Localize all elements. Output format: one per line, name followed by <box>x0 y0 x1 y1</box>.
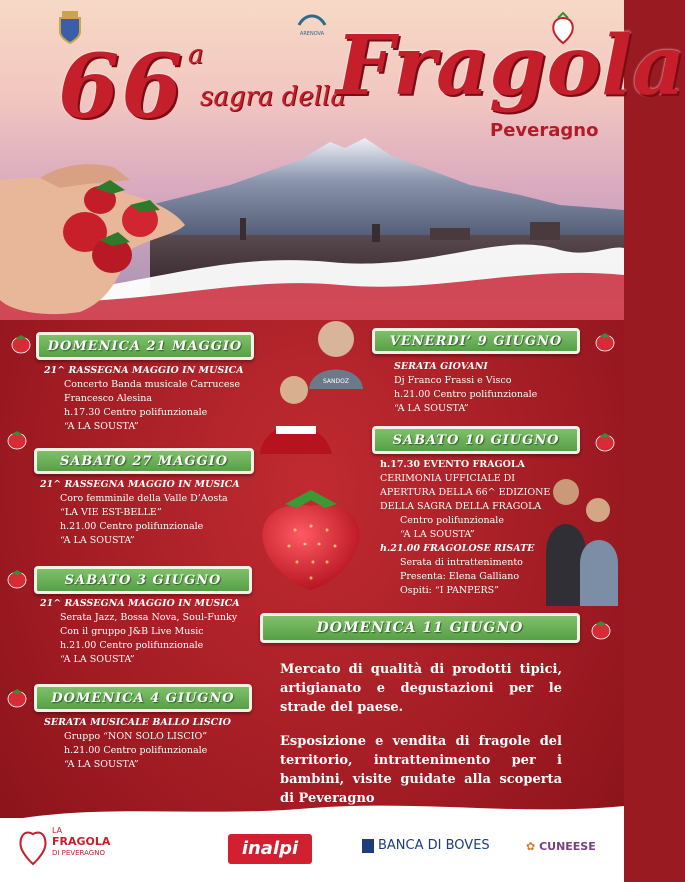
date-label: DOMENICA 11 GIUGNO <box>316 620 524 636</box>
event-line: “A LA SOUSTA” <box>60 654 135 665</box>
event-line: h.21.00 Centro polifunzionale <box>60 640 204 651</box>
date-label: SABATO 3 GIUGNO <box>64 572 222 588</box>
event-line: h.21.00 Centro polifunzionale <box>64 745 208 756</box>
strawberry-icon <box>6 567 28 589</box>
footer-wave <box>0 798 624 822</box>
sunday-paragraph-2: Esposizione e vendita di fragole del territorio, intrattenimento per i bambini, visite guidate alla scoperta di Peveragno <box>280 734 562 806</box>
date-label: DOMENICA 21 MAGGIO <box>47 338 243 354</box>
arenova-logo-icon <box>297 13 327 27</box>
date-label: VENERDI’ 9 GIUGNO <box>389 333 563 349</box>
date-pill-3-giugno <box>34 566 252 594</box>
event-line: Coro femminile della Valle D’Aosta <box>60 493 228 504</box>
date-pill-4-giugno <box>34 684 252 712</box>
banca-di-boves-logo <box>362 838 490 853</box>
event-line: Serata Jazz, Bossa Nova, Soul-Funky <box>60 612 238 623</box>
event-line: h.21.00 Centro polifunzionale <box>60 521 204 532</box>
event-line: “LA VIE EST-BELLE” <box>60 507 162 518</box>
event-line: 21^ RASSEGNA MAGGIO IN MUSICA <box>40 479 240 490</box>
event-line: Concerto Banda musicale Carrucese <box>64 379 240 390</box>
strawberry-icon <box>10 332 32 354</box>
sunday-paragraph-1: Mercato di qualità di prodotti tipici, artigianato e degustazioni per le strade del paese. <box>280 662 562 715</box>
event-line: 21^ RASSEGNA MAGGIO IN MUSICA <box>40 598 240 609</box>
edition-number: 66 <box>58 34 185 138</box>
flower-icon: ✿ <box>526 840 536 853</box>
event-line: SERATA GIOVANI <box>394 361 488 372</box>
title-main: Fragola <box>336 18 685 114</box>
logo1-line3: DI PEVERAGNO <box>52 849 105 857</box>
date-label: DOMENICA 4 GIUGNO <box>51 690 235 706</box>
title-middle: sagra della <box>200 82 346 112</box>
date-pill-21-maggio <box>36 332 254 360</box>
event-line: Presenta: Elena Galliano <box>400 571 520 582</box>
event-line: h.17.30 EVENTO FRAGOLA <box>380 459 525 470</box>
event-line: Dj Franco Frassi e Visco <box>394 375 512 386</box>
date-pill-27-maggio <box>34 448 254 474</box>
strawberry-icon <box>594 430 616 452</box>
date-pill-9-giugno <box>372 328 580 354</box>
event-line: “A LA SOUSTA” <box>394 403 469 414</box>
event-line: h.21.00 FRAGOLOSE RISATE <box>380 543 535 554</box>
hero-banner <box>0 0 685 330</box>
edition-superscript: a <box>188 40 204 70</box>
strawberry-icon <box>6 428 28 450</box>
sponsor-footer <box>0 818 624 882</box>
event-line: “A LA SOUSTA” <box>60 535 135 546</box>
date-label: SABATO 27 MAGGIO <box>59 453 229 469</box>
event-line: Francesco Alesina <box>64 393 153 404</box>
event-line: h.21.00 Centro polifunzionale <box>394 389 538 400</box>
date-pill-10-giugno <box>372 426 580 454</box>
event-line: 21^ RASSEGNA MAGGIO IN MUSICA <box>44 365 244 376</box>
cuneese-name: CUNEESE <box>539 840 596 853</box>
banca-name: BANCA DI BOVES <box>378 838 490 853</box>
event-block-4-giugno <box>44 716 284 772</box>
title-town: Peveragno <box>490 120 599 141</box>
event-block-21-maggio <box>44 364 284 434</box>
event-line: Serata di intrattenimento <box>400 557 523 568</box>
arenova-logo <box>290 12 334 37</box>
event-line: CERIMONIA UFFICIALE DI <box>380 473 516 484</box>
event-line: Con il gruppo J&B Live Music <box>60 626 204 637</box>
event-block-10-giugno <box>380 458 560 598</box>
arenova-logo-text: ARENOVA <box>299 31 325 37</box>
banca-mark-icon <box>362 839 374 853</box>
event-line: “A LA SOUSTA” <box>64 421 139 432</box>
event-line: h.17.30 Centro polifunzionale <box>64 407 208 418</box>
inalpi-logo: inalpi <box>228 834 312 864</box>
date-label: SABATO 10 GIUGNO <box>392 432 560 448</box>
logo1-line2: FRAGOLA <box>52 835 111 848</box>
strawberry-icon <box>590 618 612 640</box>
event-line: “A LA SOUSTA” <box>400 529 475 540</box>
strawberry-icon <box>6 686 28 708</box>
date-pill-11-giugno <box>260 613 580 643</box>
event-line: Centro polifunzionale <box>400 515 504 526</box>
event-block-3-giugno <box>40 597 280 667</box>
event-line: DELLA SAGRA DELLA FRAGOLA <box>380 501 542 512</box>
event-line: Gruppo “NON SOLO LISCIO” <box>64 731 208 742</box>
event-line: SERATA MUSICALE BALLO LISCIO <box>44 717 231 728</box>
event-block-9-giugno <box>394 360 594 416</box>
strawberry-heart-icon <box>18 826 48 866</box>
cuneese-logo <box>526 840 596 853</box>
strawberry-icon <box>594 330 616 352</box>
photo-caption: SANDOZ <box>323 378 349 385</box>
logo1-line1: LA <box>52 826 63 835</box>
event-line: “A LA SOUSTA” <box>64 759 139 770</box>
event-block-27-maggio <box>40 478 280 548</box>
event-line: APERTURA DELLA 66^ EDIZIONE <box>380 487 551 498</box>
event-line: Ospiti: “I PANPERS” <box>400 585 500 596</box>
